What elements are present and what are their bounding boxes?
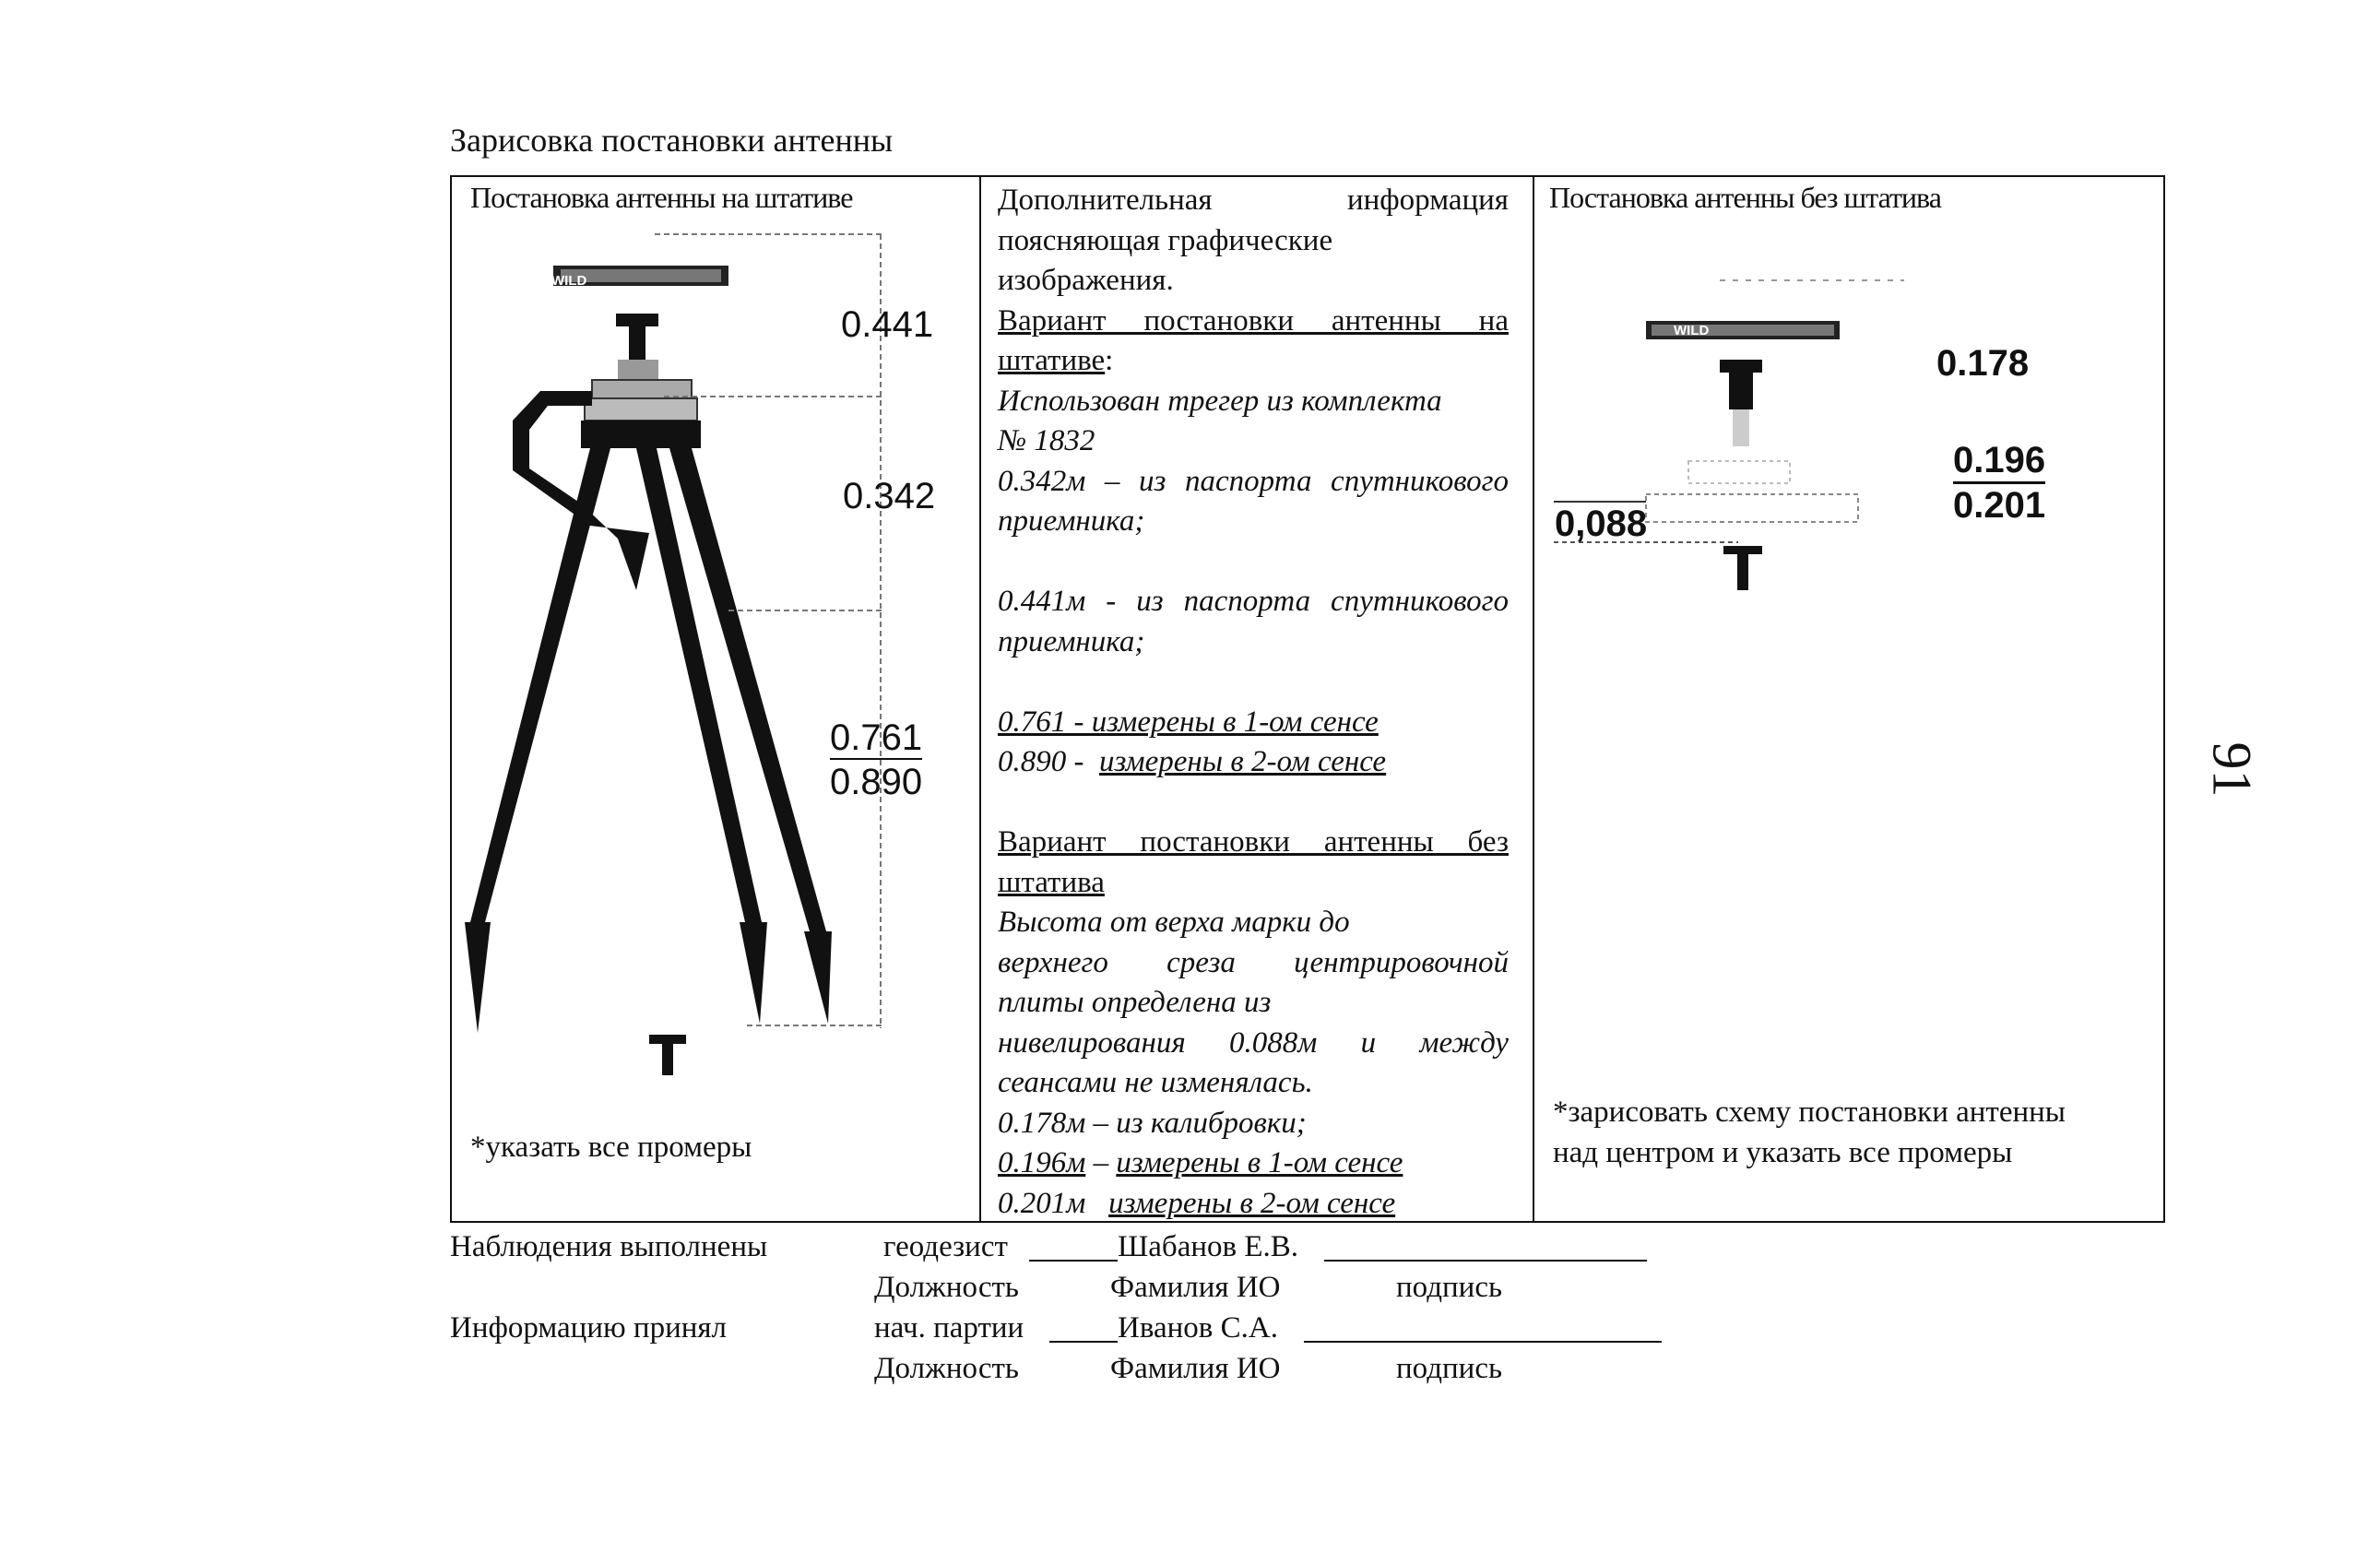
fio-caption-1: Фамилия ИО — [1110, 1271, 1281, 1304]
variant-2-line-2: верхнего среза центрировочной — [998, 945, 1509, 979]
variant-1-title: Вариант постановки антенны на — [998, 303, 1509, 338]
variant-1-line-8a: 0.890 - — [998, 745, 1084, 778]
variant-1-line-6: приемника; — [998, 624, 1145, 658]
variant-1-line-5: 0.441м - из паспорта спутникового — [998, 585, 1509, 618]
variant-1-line-1: Использован трегер из комплекта — [998, 384, 1442, 418]
dimension-0-196: 0.196 — [1953, 439, 2045, 484]
sign-caption-2: подпись — [1396, 1352, 1503, 1385]
variant-1-line-8b: измерены в 2-ом сенсе — [1099, 745, 1387, 778]
receiver-name: Иванов С.А. — [1118, 1311, 1278, 1345]
role-line-2 — [1049, 1341, 1118, 1343]
fio-caption-2: Фамилия ИО — [1110, 1352, 1281, 1385]
dimension-0-201: 0.201 — [1953, 485, 2046, 526]
dimension-0-342: 0.342 — [843, 476, 936, 516]
observations-label: Наблюдения выполнены — [450, 1230, 768, 1263]
dimension-0-890: 0.890 — [830, 762, 923, 802]
position-caption-2: Должность — [874, 1352, 1019, 1385]
position-caption-1: Должность — [874, 1271, 1019, 1304]
sign-caption-1: подпись — [1396, 1271, 1503, 1304]
middle-panel-text — [998, 181, 1509, 1224]
variant-1-line-3: 0.342м – из паспорта спутникового — [998, 464, 1509, 498]
variant-2-line-7b: – — [1085, 1146, 1117, 1179]
tripod-head — [581, 421, 701, 448]
observer-role: геодезист — [883, 1230, 1008, 1263]
intro-word-1: Дополнительная — [998, 184, 1213, 217]
brand-label-right: WILD — [1674, 323, 1710, 338]
dimension-0-441: 0.441 — [841, 304, 934, 345]
variant-1-title-2: штативе — [998, 344, 1106, 377]
variant-2-line-6: 0.178м – из калибровки; — [998, 1106, 1307, 1140]
intro-word-2: информация — [1346, 184, 1509, 217]
right-panel-note — [1553, 1092, 2066, 1173]
signature-line-1 — [1324, 1260, 1647, 1262]
variant-1-line-7: 0.761 - измерены в 1-ом сенсе — [998, 705, 1379, 739]
role-line-1 — [1029, 1260, 1118, 1262]
variant-2-line-5: сеансами не изменялась. — [998, 1066, 1313, 1099]
variant-2-line-3: плиты определена из — [998, 986, 1272, 1019]
centering-plate — [1646, 494, 1858, 522]
variant-2-line-7a: 0.196м — [998, 1146, 1086, 1179]
variant-2-title: Вариант постановки антенны без — [998, 825, 1509, 859]
right-panel-header: Постановка антенны без штатива — [1549, 181, 1941, 214]
dimension-0-088: 0,088 — [1555, 504, 1648, 544]
variant-2-title-2: штатива — [998, 865, 1105, 899]
column-divider-1 — [979, 177, 981, 1221]
dimension-0-761: 0.761 — [830, 717, 923, 758]
signature-line-2 — [1304, 1341, 1662, 1343]
variant-2-line-7c: измерены в 1-ом сенсе — [1116, 1146, 1403, 1179]
tripod-antenna-drawing — [452, 221, 977, 1097]
intro-line-3: изображения. — [998, 264, 1174, 297]
left-panel-header: Постановка антенны на штативе — [470, 181, 853, 214]
variant-1-line-2: № 1832 — [998, 424, 1095, 457]
dimension-0-178: 0.178 — [1936, 343, 2030, 384]
no-tripod-antenna-drawing — [1535, 267, 1904, 618]
page-number: 91 — [2201, 741, 2263, 798]
tripod-leg-left — [470, 448, 610, 922]
right-note-line-2: над центром и указать все промеры — [1553, 1136, 2013, 1169]
observer-name: Шабанов Е.В. — [1118, 1230, 1299, 1263]
column-divider-2 — [1533, 177, 1534, 1221]
variant-2-line-8a: 0.201м — [998, 1186, 1086, 1220]
receiver-role: нач. партии — [874, 1311, 1024, 1345]
right-note-line-1: *зарисовать схему постановки антенны — [1553, 1096, 2066, 1129]
brand-label-left: WILD — [551, 273, 587, 289]
accepted-label: Информацию принял — [450, 1311, 728, 1345]
variant-2-line-4: нивелирования 0.088м и между — [998, 1025, 1509, 1060]
left-panel-note: *указать все промеры — [470, 1131, 752, 1164]
intro-line-2: поясняющая графические — [998, 223, 1333, 257]
variant-1-line-4: приемника; — [998, 504, 1145, 538]
document-title: Зарисовка постановки антенны — [450, 122, 894, 159]
variant-2-line-1: Высота от верха марки до — [998, 906, 1350, 939]
variant-1-title-colon: : — [1105, 344, 1114, 377]
variant-2-line-8b: измерены в 2-ом сенсе — [1108, 1186, 1396, 1220]
